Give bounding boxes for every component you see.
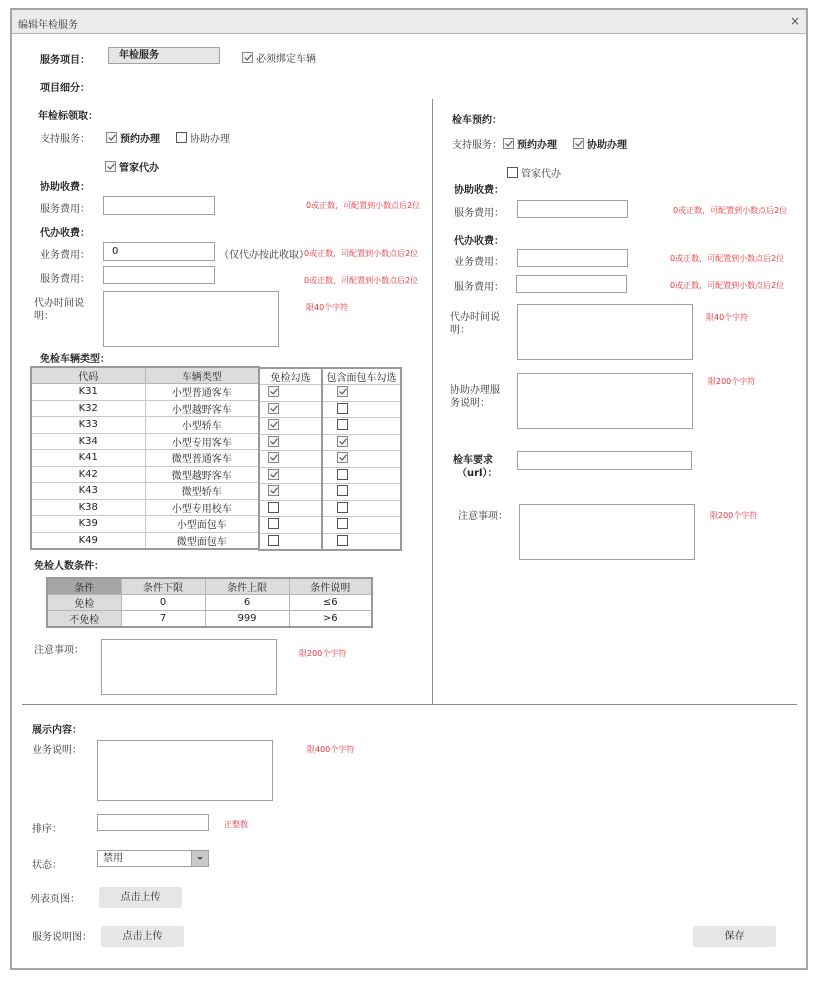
exempt-people-table: [46, 577, 373, 628]
booking-assist-checkbox[interactable]: 协助办理: [573, 136, 627, 151]
include-van-checkbox[interactable]: [337, 469, 348, 480]
exempt-checkbox[interactable]: [268, 386, 279, 397]
vehicle-type: 小型普通客车: [145, 384, 259, 401]
vehicle-check-row: [259, 517, 401, 534]
column-header-exempt-check: 免检勾选: [259, 368, 322, 385]
annual-agent-business-fee-note: （仅代办按此收取）: [219, 250, 309, 261]
checkbox-checked-icon: [105, 161, 116, 172]
list-image-label: 列表页图：: [30, 894, 80, 905]
checkbox-checked-icon: [503, 138, 514, 149]
exempt-people-title: 免检人数条件：: [34, 561, 104, 572]
condition-lower: 0: [121, 595, 205, 611]
annual-assist-service-fee-label: 服务费用：: [40, 204, 90, 215]
booking-notes-textarea[interactable]: [519, 504, 695, 560]
exempt-checkbox-cell: [259, 385, 322, 402]
annual-assist-service-fee-hint: 0或正数，可配置到小数点后2位: [306, 201, 421, 210]
service-item-field: 年检服务: [108, 47, 220, 64]
booking-notes-label: 注意事项：: [458, 511, 508, 522]
booking-agent-service-fee-hint: 0或正数，可配置到小数点后2位: [670, 281, 785, 290]
exempt-checkbox-cell: [259, 500, 322, 517]
exempt-checkbox[interactable]: [268, 518, 279, 529]
booking-section-title: 检车预约：: [452, 115, 502, 126]
annual-agent-business-fee-hint: 0或正数，可配置到小数点后2位: [304, 249, 419, 258]
booking-assist-desc-label-line1: 协助办理服: [450, 385, 500, 396]
vehicle-code: K42: [31, 466, 145, 483]
vehicle-check-row: [259, 434, 401, 451]
checkbox-checked-icon: [242, 52, 253, 63]
annual-notes-label: 注意事项：: [34, 645, 84, 656]
status-select[interactable]: [97, 850, 209, 867]
vehicle-row: [31, 466, 259, 483]
condition-desc: ≤6: [289, 595, 372, 611]
annual-agent-service-fee-hint: 0或正数，可配置到小数点后2位: [304, 276, 419, 285]
status-label: 状态：: [32, 860, 62, 871]
include-van-checkbox[interactable]: [337, 535, 348, 546]
include-van-checkbox[interactable]: [337, 452, 348, 463]
exempt-checkbox-cell: [259, 467, 322, 484]
booking-assist-desc-textarea[interactable]: [517, 373, 693, 429]
include-van-checkbox-cell: [322, 517, 401, 534]
vehicle-check-row: [259, 484, 401, 501]
vehicle-check-row: [259, 467, 401, 484]
include-van-checkbox[interactable]: [337, 419, 348, 430]
annual-agent-service-fee-input[interactable]: [103, 266, 215, 284]
booking-agent-business-fee-input[interactable]: [517, 249, 628, 267]
business-desc-hint: 限400个字符: [307, 745, 355, 754]
column-divider: [432, 99, 433, 704]
booking-agent-service-fee-input[interactable]: [516, 275, 627, 293]
must-bind-vehicle-checkbox[interactable]: 必须绑定车辆: [242, 50, 316, 65]
condition-desc: >6: [289, 611, 372, 628]
exempt-checkbox[interactable]: [268, 535, 279, 546]
vehicle-code: K32: [31, 400, 145, 417]
exempt-checkbox-cell: [259, 434, 322, 451]
annual-appointment-checkbox[interactable]: 预约办理: [106, 130, 160, 145]
annual-agent-business-fee-input[interactable]: 0: [103, 242, 215, 261]
vehicle-code: K33: [31, 417, 145, 434]
checkbox-unchecked-icon: [507, 167, 518, 178]
exempt-checkbox[interactable]: [268, 436, 279, 447]
condition-upper: 6: [205, 595, 289, 611]
save-button[interactable]: 保存: [693, 926, 776, 947]
booking-time-desc-label-line1: 代办时间说: [450, 312, 500, 323]
annual-notes-textarea[interactable]: [101, 639, 277, 695]
vehicle-check-row: [259, 500, 401, 517]
vehicle-code: K39: [31, 516, 145, 533]
column-header-lower-limit: 条件下限: [121, 578, 205, 595]
booking-agent-fee-title: 代办收费：: [454, 236, 504, 247]
dialog-title: 编辑年检服务: [18, 20, 78, 31]
business-desc-label: 业务说明：: [32, 745, 82, 756]
vehicle-type: 微型普通客车: [145, 450, 259, 467]
exempt-checkbox-cell: [259, 517, 322, 534]
booking-requirement-label-line1: 检车要求: [453, 455, 493, 466]
exempt-checkbox[interactable]: [268, 452, 279, 463]
column-header-code: 代码: [31, 367, 145, 384]
vehicle-type: 微型轿车: [145, 483, 259, 500]
checkbox-unchecked-icon: [176, 132, 187, 143]
booking-notes-hint: 限200个字符: [710, 511, 758, 520]
column-header-condition-desc: 条件说明: [289, 578, 372, 595]
vehicle-check-row: [259, 418, 401, 435]
condition-condition: 不免检: [47, 611, 121, 628]
vehicle-type: 小型专用客车: [145, 433, 259, 450]
vehicle-check-row: [259, 451, 401, 468]
booking-appointment-checkbox[interactable]: 预约办理: [503, 136, 557, 151]
vehicle-type: 小型面包车: [145, 516, 259, 533]
exempt-checkbox-cell: [259, 418, 322, 435]
vehicle-code: K34: [31, 433, 145, 450]
annual-time-desc-hint: 限40个字符: [306, 303, 349, 312]
booking-time-desc-hint: 限40个字符: [706, 313, 749, 322]
exempt-vehicle-table: [30, 366, 260, 550]
booking-agent-business-fee-hint: 0或正数，可配置到小数点后2位: [670, 254, 785, 263]
condition-lower: 7: [121, 611, 205, 628]
booking-support-label: 支持服务：: [452, 140, 502, 151]
annual-agent-fee-title: 代办收费：: [40, 228, 90, 239]
include-van-checkbox-cell: [322, 385, 401, 402]
list-image-upload-button[interactable]: 点击上传: [99, 887, 182, 908]
dialog-titlebar: [12, 10, 806, 34]
service-item-label: 服务项目：: [40, 55, 90, 66]
sort-input[interactable]: [97, 814, 209, 831]
booking-assist-fee-title: 协助收费：: [454, 185, 504, 196]
item-subdivision-label: 项目细分：: [40, 83, 90, 94]
column-header-upper-limit: 条件上限: [205, 578, 289, 595]
vehicle-row: [31, 400, 259, 417]
exempt-checkbox[interactable]: [268, 419, 279, 430]
annual-agent-business-fee-label: 业务费用：: [40, 250, 90, 261]
booking-assist-desc-label-line2: 务说明：: [450, 398, 490, 409]
booking-requirement-url-input[interactable]: [517, 451, 692, 470]
condition-upper: 999: [205, 611, 289, 628]
exempt-checkbox-cell: [259, 484, 322, 501]
annual-notes-hint: 限200个字符: [299, 649, 347, 658]
condition-condition: 免检: [47, 595, 121, 611]
close-icon[interactable]: ×: [789, 14, 800, 28]
include-van-checkbox[interactable]: [337, 436, 348, 447]
include-van-checkbox-cell: [322, 451, 401, 468]
vehicle-type: 小型越野客车: [145, 400, 259, 417]
exempt-checkbox[interactable]: [268, 403, 279, 414]
vehicle-row: [31, 433, 259, 450]
condition-row: [47, 595, 372, 611]
vehicle-row: [31, 450, 259, 467]
vehicle-code: K41: [31, 450, 145, 467]
column-header-condition: 条件: [47, 578, 121, 595]
exempt-checkbox-cell: [259, 401, 322, 418]
include-van-checkbox-cell: [322, 401, 401, 418]
annual-time-desc-label-line2: 明：: [34, 311, 54, 322]
vehicle-row: [31, 483, 259, 500]
vehicle-code: K31: [31, 384, 145, 401]
column-header-vehicle-type: 车辆类型: [145, 367, 259, 384]
vehicle-code: K49: [31, 532, 145, 549]
vehicle-type: 微型面包车: [145, 532, 259, 549]
include-van-checkbox-cell: [322, 467, 401, 484]
annual-label-section-title: 年检标领取：: [38, 111, 98, 122]
vehicle-code: K43: [31, 483, 145, 500]
booking-assist-service-fee-label: 服务费用：: [454, 208, 504, 219]
booking-assist-service-fee-hint: 0或正数，可配置到小数点后2位: [673, 206, 788, 215]
vehicle-row: [31, 516, 259, 533]
include-van-checkbox-cell: [322, 500, 401, 517]
edit-annual-inspection-dialog: [10, 8, 808, 970]
sort-hint: 正整数: [224, 820, 248, 829]
include-van-checkbox[interactable]: [337, 485, 348, 496]
column-header-include-van-check: 包含面包车勾选: [322, 368, 401, 385]
exempt-vehicle-checkbox-table: [258, 367, 402, 551]
chevron-down-icon[interactable]: [191, 851, 208, 866]
desc-image-upload-button[interactable]: 点击上传: [101, 926, 184, 947]
vehicle-row: [31, 499, 259, 516]
exempt-checkbox-cell: [259, 533, 322, 550]
vehicle-row: [31, 417, 259, 434]
booking-assist-desc-hint: 限200个字符: [708, 377, 756, 386]
vehicle-code: K38: [31, 499, 145, 516]
business-desc-textarea[interactable]: [97, 740, 273, 801]
annual-assist-checkbox[interactable]: 协助办理: [176, 130, 230, 145]
include-van-checkbox-cell: [322, 418, 401, 435]
checkbox-checked-icon: [106, 132, 117, 143]
vehicle-check-row: [259, 401, 401, 418]
annual-support-label: 支持服务：: [40, 134, 90, 145]
condition-row: [47, 611, 372, 628]
annual-assist-service-fee-input[interactable]: [103, 196, 215, 215]
vehicle-type: 微型越野客车: [145, 466, 259, 483]
annual-agent-service-fee-label: 服务费用：: [40, 274, 90, 285]
include-van-checkbox[interactable]: [337, 403, 348, 414]
status-selected-value: 禁用: [103, 853, 123, 864]
include-van-checkbox[interactable]: [337, 386, 348, 397]
booking-agent-business-fee-label: 业务费用：: [454, 257, 504, 268]
vehicle-type: 小型轿车: [145, 417, 259, 434]
include-van-checkbox[interactable]: [337, 518, 348, 529]
booking-assist-service-fee-input[interactable]: [517, 200, 628, 218]
exempt-checkbox[interactable]: [268, 485, 279, 496]
vehicle-row: [31, 532, 259, 549]
vehicle-check-row: [259, 533, 401, 550]
annual-time-desc-label-line1: 代办时间说: [34, 298, 84, 309]
annual-time-desc-textarea[interactable]: [103, 291, 279, 347]
sort-label: 排序：: [32, 824, 62, 835]
booking-butler-checkbox[interactable]: 管家代办: [507, 165, 561, 180]
exempt-checkbox[interactable]: [268, 502, 279, 513]
vehicle-type: 小型专用校车: [145, 499, 259, 516]
exempt-checkbox[interactable]: [268, 469, 279, 480]
vehicle-row: [31, 384, 259, 401]
annual-assist-fee-title: 协助收费：: [40, 182, 90, 193]
annual-butler-checkbox[interactable]: 管家代办: [105, 159, 159, 174]
display-section-title: 展示内容：: [32, 725, 82, 736]
include-van-checkbox-cell: [322, 484, 401, 501]
booking-time-desc-textarea[interactable]: [517, 304, 693, 360]
booking-time-desc-label-line2: 明：: [450, 325, 470, 336]
section-divider: [22, 704, 797, 705]
include-van-checkbox-cell: [322, 434, 401, 451]
booking-requirement-label-line2: （url）：: [457, 468, 498, 479]
desc-image-label: 服务说明图：: [32, 932, 92, 943]
include-van-checkbox-cell: [322, 533, 401, 550]
checkbox-checked-icon: [573, 138, 584, 149]
booking-agent-service-fee-label: 服务费用：: [454, 282, 504, 293]
vehicle-check-row: [259, 385, 401, 402]
exempt-vehicle-title-text: 免检车辆类型：: [40, 354, 110, 365]
include-van-checkbox[interactable]: [337, 502, 348, 513]
exempt-checkbox-cell: [259, 451, 322, 468]
